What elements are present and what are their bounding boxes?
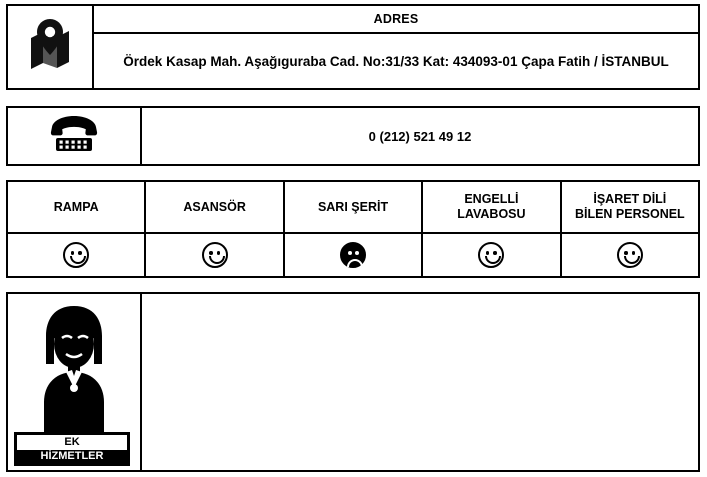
telephone-icon [49,115,99,158]
smiley-happy-icon [617,242,643,268]
extra-services-content [142,294,698,470]
extra-services-label-line2: HİZMETLER [17,450,127,463]
facility-status-isaret-dili [562,234,698,276]
facility-status-rampa [8,234,146,276]
facility-header-line1: İŞARET DİLİ [593,192,667,206]
facilities-header-row [8,182,698,234]
facility-header-asansor: ASANSÖR [146,182,284,232]
facility-header-line2: BİLEN PERSONEL [574,207,685,221]
address-block [6,4,700,90]
smiley-happy-icon [478,242,504,268]
extra-services-block [6,292,700,472]
extra-services-icon-cell [8,294,142,470]
address-icon-cell [8,6,94,88]
facilities-status-row [8,234,698,276]
facility-header-rampa: RAMPA [8,182,146,232]
phone-icon-cell [8,108,142,164]
extra-services-label [14,432,130,466]
facility-status-engelli-lavabosu [423,234,561,276]
address-text-cell [94,6,698,88]
facility-status-sari-serit [285,234,423,276]
smiley-happy-icon [63,242,89,268]
facility-status-asansor [146,234,284,276]
address-value: Ördek Kasap Mah. Aşağıguraba Cad. No:31/33 Kat: 434093-01 Çapa Fatih / İSTANBUL [123,53,669,69]
smiley-sad-icon [340,242,366,268]
map-location-pin-icon [24,19,76,76]
phone-number: 0 (212) 521 49 12 [368,128,472,144]
phone-block [6,106,700,166]
smiley-happy-icon [202,242,228,268]
address-header-label: ADRES [94,6,698,34]
facilities-block [6,180,700,278]
facility-header-sari-serit: SARI ŞERİT [285,182,423,232]
facility-header-line2: LAVABOSU [457,207,526,221]
facility-header-line1: ENGELLİ [464,192,519,206]
extra-services-label-line1: EK [64,436,80,448]
facility-header-engelli-lavabosu [423,182,561,232]
facility-header-isaret-dili [562,182,698,232]
